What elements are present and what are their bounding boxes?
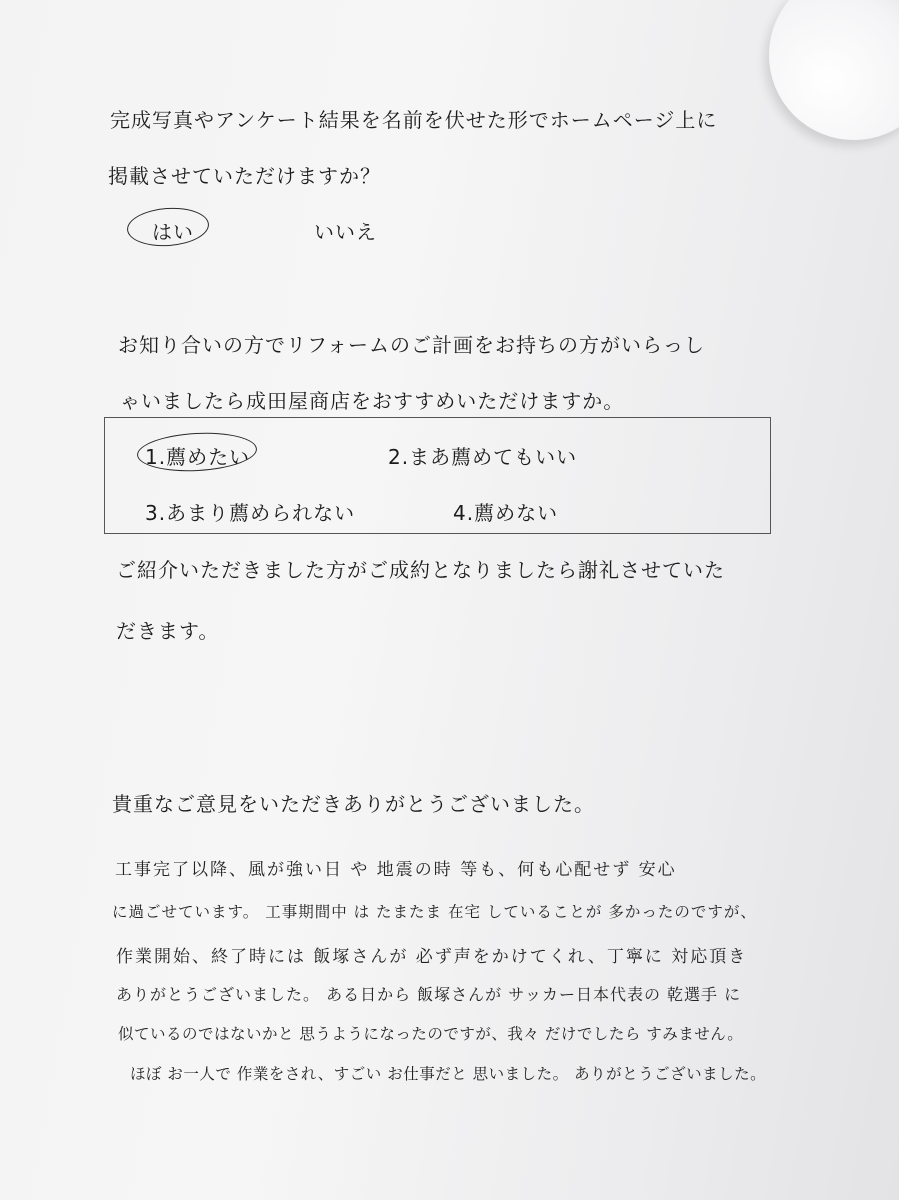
question2-line1: お知り合いの方でリフォームのご計画をお持ちの方がいらっし <box>118 333 705 357</box>
option-recommend: 1.薦めたい <box>145 445 251 469</box>
thanks-heading: 貴重なご意見をいただきありがとうございました。 <box>112 792 595 816</box>
handwritten-line: ありがとうございました。 ある日から 飯塚さんが サッカー日本代表の 乾選手 に <box>116 985 742 1004</box>
handwritten-line: 工事完了以降、風が強い日 や 地震の時 等も、何も心配せず 安心 <box>115 860 677 880</box>
reward-note-line1: ご紹介いただきました方がご成約となりましたら謝礼させていた <box>116 558 725 582</box>
handwritten-line: に過ごせています。 工事期間中 は たまたま 在宅 していることが 多かったのですが、 <box>112 903 757 921</box>
circle-mark-yes <box>126 205 210 249</box>
curled-page-corner <box>769 0 899 140</box>
option-not-recommend: 4.薦めない <box>453 501 559 525</box>
question2-line2: ゃいましたら成田屋商店をおすすめいただけますか。 <box>120 389 625 413</box>
reward-note-line2: だきます。 <box>116 619 220 643</box>
option-not-really-recommend: 3.あまり薦められない <box>145 501 356 525</box>
handwritten-line: 作業開始、終了時には 飯塚さんが 必ず声をかけてくれ、丁寧に 対応頂き <box>116 947 748 967</box>
question1-line2: 掲載させていただけますか？ <box>108 164 381 188</box>
question1-line1: 完成写真やアンケート結果を名前を伏せた形でホームページ上に <box>110 108 718 132</box>
option-no: いいえ <box>314 220 377 244</box>
handwritten-line: 似ているのではないかと 思うようになったのですが、我々 だけでしたら すみません。 <box>118 1025 744 1043</box>
option-yes: はい <box>152 220 194 244</box>
handwritten-line: ほぼ お一人で 作業をされ、すごい お仕事だと 思いました。 ありがとうございました。 <box>130 1065 767 1083</box>
option-somewhat-recommend: 2.まあ薦めてもいい <box>388 445 578 469</box>
